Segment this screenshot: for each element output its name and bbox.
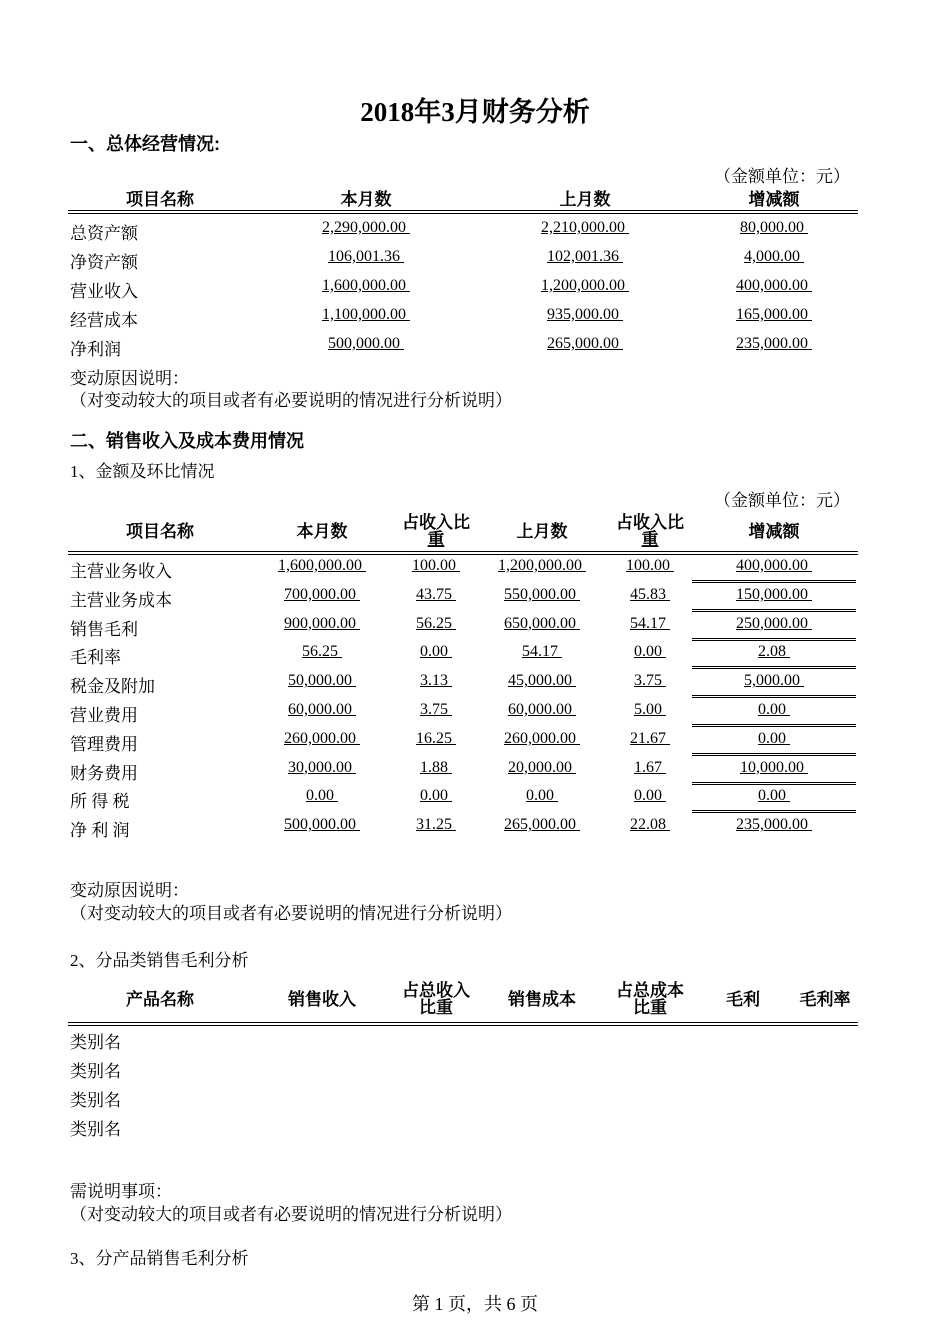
s1-row-name: 净利润: [70, 340, 121, 359]
s2-sub1: 1、金额及环比情况: [70, 462, 215, 481]
s2-change-cell-rule: [692, 609, 856, 612]
page-title: 2018年3月财务分析: [360, 97, 590, 127]
s2-row-previous-value: 20,000.00: [508, 758, 576, 776]
s2-row-current: [232, 615, 412, 633]
s2-row-cur-ratio-value: 3.75: [420, 701, 452, 718]
s1-row-name: 经营成本: [70, 311, 138, 330]
s2-change-cell-rule: [692, 666, 856, 669]
s2-row-prev-ratio-value: 3.75: [634, 672, 666, 690]
s1-header-name: 项目名称: [126, 189, 194, 209]
s2-row-previous-value: 1,200,000.00: [498, 557, 586, 574]
s2-row-previous-value: 45,000.00: [508, 672, 576, 690]
s2-row-cur-ratio-value: 3.13: [420, 672, 452, 690]
s2-row-current: [232, 701, 412, 719]
s2-row-current: [232, 586, 412, 604]
s2-row-change: [684, 615, 864, 633]
s2-change-cell-rule: [692, 695, 856, 698]
s2-row-current: [232, 643, 412, 661]
s2-note-label: 变动原因说明：: [70, 881, 189, 900]
s2-row-current: [232, 787, 412, 805]
s1-header-previous: 上月数: [559, 189, 611, 209]
category-row-name: 类别名: [70, 1091, 121, 1110]
s2-row-change: [684, 672, 864, 690]
s2-row-cur-ratio-value: 1.88: [420, 758, 452, 776]
s2-row-previous-value: 0.00: [526, 787, 558, 805]
s1-row-change-value: 165,000.00: [736, 306, 812, 323]
s2-row-change-value: 5,000.00: [744, 672, 804, 690]
s2-row-name: 所 得 税: [70, 792, 130, 812]
s1-row-change-value: 235,000.00: [736, 335, 812, 352]
s1-row-previous-value: 1,200,000.00: [541, 277, 629, 294]
s1-header-change: 增减额: [748, 189, 800, 209]
s2-row-prev-ratio-value: 5.00: [634, 701, 666, 718]
s2-row-change: [684, 557, 864, 575]
s2-row-name: 税金及附加: [70, 677, 155, 697]
s1-row-previous: [495, 335, 675, 353]
s2-row-current: [232, 816, 412, 834]
s2-row-current: [232, 730, 412, 748]
s2-row-prev-ratio-value: 0.00: [634, 643, 666, 661]
s2-change-cell-rule: [692, 724, 856, 727]
s2-row-prev-ratio-value: 54.17: [630, 614, 670, 632]
s2-change-cell-rule: [692, 580, 856, 583]
s1-row-current: [276, 306, 456, 324]
s2-row-name: 财务费用: [70, 763, 138, 783]
s2-row-change-value: 400,000.00: [736, 557, 812, 574]
s2-row-name: 营业费用: [70, 706, 138, 725]
s1-row-previous-value: 2,210,000.00: [541, 219, 629, 236]
s2-row-cur-ratio-value: 43.75: [416, 585, 456, 603]
s2-row-change-value: 0.00: [758, 787, 790, 805]
s1-row-change-value: 400,000.00: [736, 277, 812, 294]
s2-row-prev-ratio-value: 0.00: [634, 787, 666, 805]
s2-row-current-value: 56.25: [302, 643, 342, 661]
s1-row-change: [684, 306, 864, 324]
s1-row-name: 营业收入: [70, 282, 138, 301]
s2-header-rule: [68, 551, 858, 555]
s1-row-previous: [495, 219, 675, 237]
s2-row-name: 主营业务收入: [70, 562, 172, 581]
s1-row-name: 净资产额: [70, 253, 138, 272]
s2-row-name: 主营业务成本: [70, 590, 172, 610]
s1-row-current-value: 500,000.00: [328, 335, 404, 352]
s2-header-cur-ratio-line2: 重: [427, 530, 445, 549]
s2-header-prev-ratio-line1: 占收入比: [616, 513, 684, 532]
section1-heading: 一、总体经营情况:: [70, 134, 220, 154]
s1-row-previous: [495, 248, 675, 266]
s2-row-change: [684, 643, 864, 661]
section2-heading: 二、销售收入及成本费用情况: [70, 431, 304, 451]
s2-row-current-value: 700,000.00: [284, 585, 360, 603]
s1-row-previous: [495, 277, 675, 295]
s2-row-name: 销售毛利: [70, 619, 138, 639]
s2-row-prev-ratio-value: 1.67: [634, 758, 666, 776]
s2-row-current-value: 50,000.00: [288, 672, 356, 690]
s2-row-previous-value: 650,000.00: [504, 614, 580, 632]
s2-row-change-value: 2.08: [758, 643, 790, 661]
category-row-name: 类别名: [70, 1062, 121, 1081]
page-footer: 第 1 页，共 6 页: [412, 1294, 538, 1314]
s2-row-prev-ratio-value: 45.83: [630, 585, 670, 603]
s2-row-change: [684, 787, 864, 805]
t3-header-rule: [68, 1022, 858, 1026]
s2-row-current-value: 60,000.00: [288, 701, 356, 718]
s2-note2-label: 需说明事项：: [70, 1182, 172, 1201]
s2-row-current-value: 1,600,000.00: [278, 557, 366, 574]
s2-row-cur-ratio-value: 100.00: [412, 557, 460, 574]
s2-note2-text: （对变动较大的项目或者有必要说明的情况进行分析说明）: [70, 1205, 512, 1224]
s1-row-change-value: 4,000.00: [744, 248, 804, 265]
s1-row-previous-value: 102,001.36: [547, 248, 623, 265]
s2-change-cell-rule: [692, 638, 856, 641]
s2-row-cur-ratio-value: 31.25: [416, 816, 456, 834]
s2-row-name: 管理费用: [70, 734, 138, 754]
s2-row-name: 净 利 润: [70, 821, 130, 841]
t3-header-cost: 销售成本: [508, 989, 576, 1009]
s2-row-current: [232, 759, 412, 777]
s2-row-prev-ratio-value: 22.08: [630, 816, 670, 834]
s1-row-previous-value: 265,000.00: [547, 335, 623, 352]
s2-header-previous: 上月数: [516, 521, 568, 541]
s1-row-current: [276, 335, 456, 353]
section1-unit: （金额单位：元）: [714, 167, 850, 186]
t3-header-cost-share-line1: 占总成本: [616, 981, 684, 1000]
s2-header-cur-ratio-line1: 占收入比: [402, 513, 470, 532]
s1-row-current: [276, 248, 456, 266]
s2-note-text: （对变动较大的项目或者有必要说明的情况进行分析说明）: [70, 904, 512, 923]
s1-note-text: （对变动较大的项目或者有必要说明的情况进行分析说明）: [70, 391, 512, 410]
s2-header-change: 增减额: [748, 521, 800, 541]
s2-header-name: 项目名称: [126, 521, 194, 541]
s2-row-previous-value: 60,000.00: [508, 701, 576, 718]
s2-row-current-value: 0.00: [306, 787, 338, 805]
s2-row-change: [684, 730, 864, 748]
t3-header-income-share-line1: 占总收入: [402, 981, 470, 1000]
s2-row-change-value: 250,000.00: [736, 614, 812, 632]
s2-change-cell-rule: [692, 810, 856, 813]
t3-header-revenue: 销售收入: [288, 989, 356, 1009]
s2-row-change: [684, 759, 864, 777]
s1-row-change: [684, 335, 864, 353]
category-row-name: 类别名: [70, 1120, 121, 1139]
s2-row-prev-ratio-value: 21.67: [630, 729, 670, 747]
category-row-name: 类别名: [70, 1033, 121, 1052]
s2-row-current: [232, 557, 412, 575]
s2-row-current: [232, 672, 412, 690]
s1-row-current-value: 2,290,000.00: [322, 219, 410, 236]
s2-row-prev-ratio-value: 100.00: [626, 557, 674, 574]
s2-row-current-value: 260,000.00: [284, 729, 360, 747]
s1-note-label: 变动原因说明：: [70, 369, 189, 388]
s2-row-change-value: 10,000.00: [740, 758, 808, 776]
s1-row-current-value: 106,001.36: [328, 248, 404, 265]
s2-sub2: 2、分品类销售毛利分析: [70, 951, 249, 970]
s2-row-change-value: 0.00: [758, 701, 790, 718]
s2-row-cur-ratio-value: 16.25: [416, 729, 456, 747]
s2-row-name: 毛利率: [70, 648, 121, 668]
s2-row-current-value: 30,000.00: [288, 758, 356, 776]
s1-row-current: [276, 277, 456, 295]
s1-row-current-value: 1,100,000.00: [322, 306, 410, 323]
section2-unit: （金额单位：元）: [714, 491, 850, 510]
s2-row-change: [684, 586, 864, 604]
s1-row-change-value: 80,000.00: [740, 219, 808, 236]
s2-sub3: 3、分产品销售毛利分析: [70, 1249, 249, 1268]
t3-header-income-share-line2: 比重: [419, 998, 453, 1017]
s2-row-previous-value: 54.17: [522, 643, 562, 661]
s2-row-current-value: 900,000.00: [284, 614, 360, 632]
s2-change-cell-rule: [692, 753, 856, 756]
s1-header-current: 本月数: [340, 189, 392, 209]
t3-header-cost-share-line2: 比重: [633, 998, 667, 1017]
s2-row-previous-value: 265,000.00: [504, 816, 580, 834]
s1-row-current-value: 1,600,000.00: [322, 277, 410, 294]
t3-header-product: 产品名称: [126, 989, 194, 1009]
s2-row-current-value: 500,000.00: [284, 816, 360, 834]
s2-row-cur-ratio-value: 0.00: [420, 643, 452, 661]
s2-change-cell-rule: [692, 782, 856, 785]
s2-row-change-value: 235,000.00: [736, 816, 812, 834]
s1-row-change: [684, 219, 864, 237]
s1-row-name: 总资产额: [70, 224, 138, 243]
s2-row-cur-ratio-value: 0.00: [420, 787, 452, 805]
t3-header-cost-share: [600, 982, 700, 1016]
s1-row-previous-value: 935,000.00: [547, 306, 623, 323]
s1-row-change: [684, 248, 864, 266]
s2-row-previous-value: 260,000.00: [504, 729, 580, 747]
s1-row-previous: [495, 306, 675, 324]
s1-row-change: [684, 277, 864, 295]
s1-row-current: [276, 219, 456, 237]
s1-header-rule: [68, 210, 858, 214]
s2-header-current: 本月数: [296, 521, 348, 541]
s2-row-cur-ratio-value: 56.25: [416, 614, 456, 632]
s2-row-change-value: 0.00: [758, 729, 790, 747]
s2-row-change: [684, 701, 864, 719]
t3-header-gross-profit: 毛利: [726, 989, 760, 1009]
s2-row-previous-value: 550,000.00: [504, 585, 580, 603]
s2-header-prev-ratio-line2: 重: [641, 530, 659, 549]
t3-header-gross-margin: 毛利率: [799, 989, 851, 1009]
s2-row-change: [684, 816, 864, 834]
s2-row-change-value: 150,000.00: [736, 585, 812, 603]
